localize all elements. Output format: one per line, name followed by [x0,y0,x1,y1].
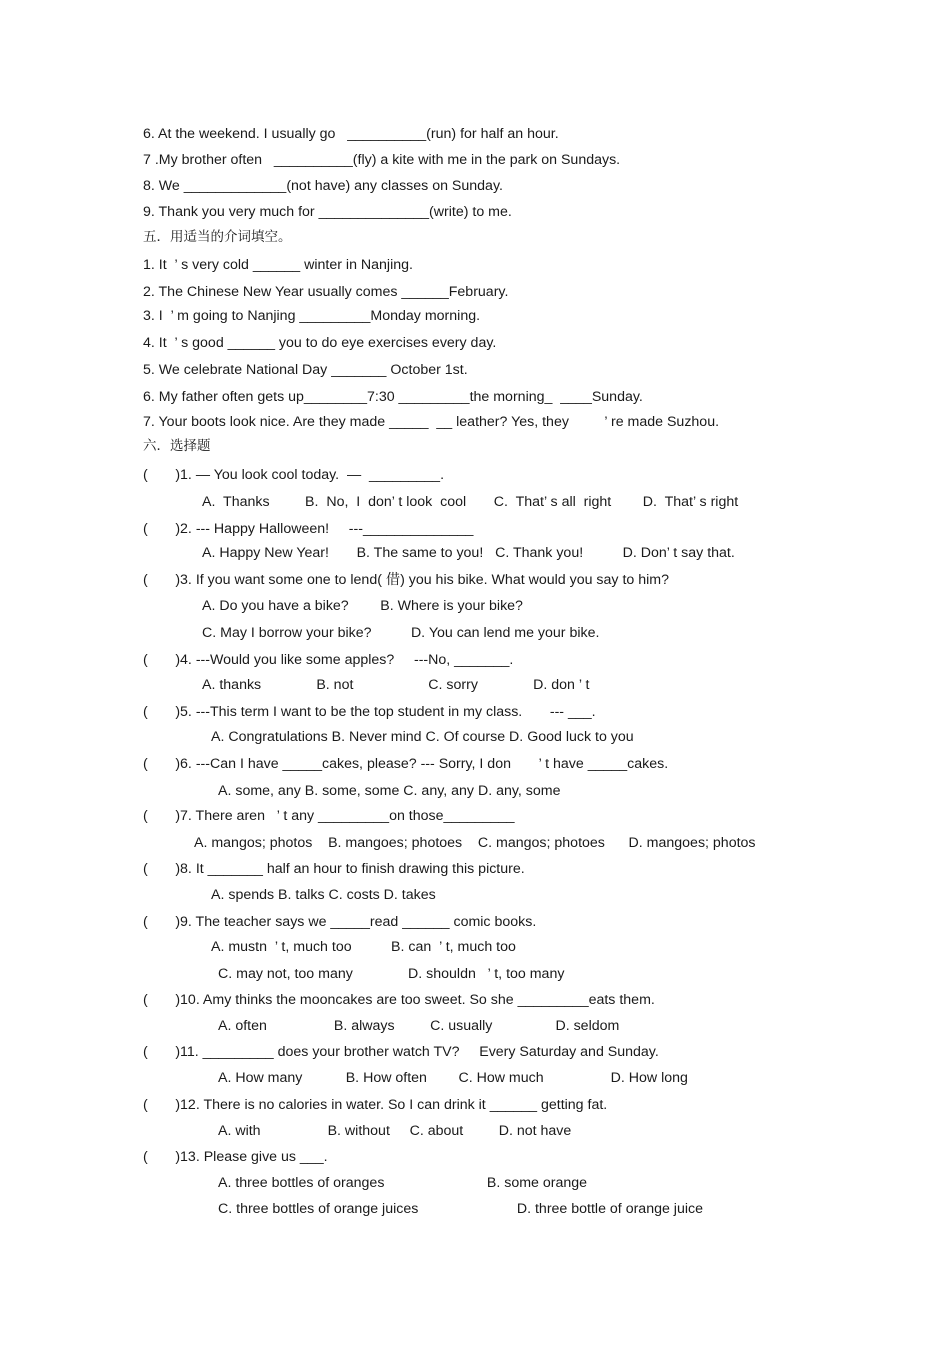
question-stem: ( )12. There is no calories in water. So I can drink it ______ getting fat. [143,1097,608,1113]
question-stem: ( )9. The teacher says we _____read ______ comic books. [143,914,537,930]
preposition-item: 4. It ’ s good ______ you to do eye exercises every day. [143,335,497,351]
fill-in-item: 9. Thank you very much for ______________(write) to me. [143,204,512,220]
question-options: A. with B. without C. about D. not have [218,1123,572,1139]
question-options: C. three bottles of orange juices D. three bottle of orange juice [218,1201,703,1217]
preposition-item: 5. We celebrate National Day _______ October 1st. [143,362,468,378]
question-options: A. often B. always C. usually D. seldom [218,1018,620,1034]
section-heading: 六．选择题 [143,438,211,454]
question-stem: ( )8. It _______ half an hour to finish drawing this picture. [143,861,525,877]
question-stem: ( )13. Please give us ___. [143,1149,328,1165]
preposition-item: 7. Your boots look nice. Are they made _____ __ leather? Yes, they ’ re made Suzhou. [143,414,720,430]
question-stem: ( )5. ---This term I want to be the top student in my class. --- ___. [143,704,596,720]
question-stem: ( )4. ---Would you like some apples? ---No, _______. [143,652,514,668]
question-stem: ( )1. — You look cool today. — _________. [143,467,445,483]
question-options: A. Thanks B. No, I don’ t look cool C. That’ s all right D. That’ s right [202,494,739,510]
question-options: A. How many B. How often C. How much D. How long [218,1070,688,1086]
question-stem: ( )7. There aren ’ t any _________on those_________ [143,808,515,824]
preposition-item: 2. The Chinese New Year usually comes ______February. [143,284,509,300]
question-options: A. thanks B. not C. sorry D. don ’ t [202,677,590,693]
question-options: A. three bottles of oranges B. some orange [218,1175,588,1191]
question-stem: ( )11. _________ does your brother watch TV? Every Saturday and Sunday. [143,1044,659,1060]
fill-in-item: 8. We _____________(not have) any classes on Sunday. [143,178,503,194]
question-options: A. some, any B. some, some C. any, any D. any, some [218,783,561,799]
question-stem: ( )6. ---Can I have _____cakes, please? --- Sorry, I don ’ t have _____cakes. [143,756,669,772]
question-options: A. spends B. talks C. costs D. takes [211,887,436,903]
question-options: A. mangos; photos B. mangoes; photoes C. mangos; photoes D. mangoes; photos [194,835,756,851]
section-heading: 五．用适当的介词填空。 [143,229,292,245]
question-stem: ( )3. If you want some one to lend( 借) you his bike. What would you say to him? [143,572,669,588]
preposition-item: 3. I ’ m going to Nanjing _________Monday morning. [143,308,481,324]
question-options: A. Happy New Year! B. The same to you! C. Thank you! D. Don’ t say that. [202,545,735,561]
fill-in-item: 7 .My brother often __________(fly) a kite with me in the park on Sundays. [143,152,621,168]
preposition-item: 1. It ’ s very cold ______ winter in Nanjing. [143,257,413,273]
question-options: A. mustn ’ t, much too B. can ’ t, much too [211,939,516,955]
question-stem: ( )10. Amy thinks the mooncakes are too sweet. So she _________eats them. [143,992,655,1008]
question-options: A. Do you have a bike? B. Where is your bike? [202,598,523,614]
question-options: C. May I borrow your bike? D. You can lend me your bike. [202,625,600,641]
fill-in-item: 6. At the weekend. I usually go __________(run) for half an hour. [143,126,559,142]
preposition-item: 6. My father often gets up________7:30 _________the morning_ ____Sunday. [143,389,643,405]
question-options: C. may not, too many D. shouldn ’ t, too many [218,966,565,982]
question-options: A. Congratulations B. Never mind C. Of course D. Good luck to you [211,729,634,745]
question-stem: ( )2. --- Happy Halloween! ---______________ [143,521,474,537]
